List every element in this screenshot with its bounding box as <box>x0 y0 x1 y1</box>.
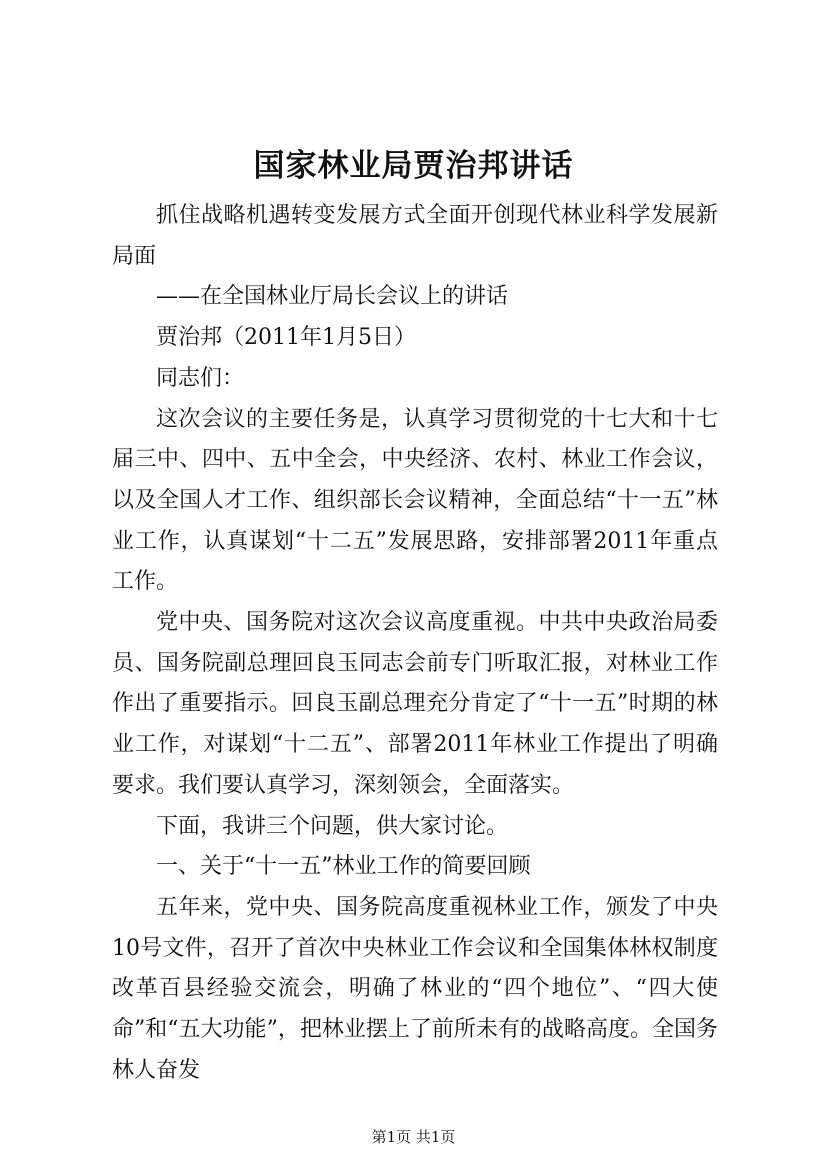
salutation: 同志们： <box>156 365 245 391</box>
speech-occasion: ——在全国林业厅局长会议上的讲话 <box>156 284 509 310</box>
body-paragraph: 这次会议的主要任务是，认真学习贯彻党的十七大和十七届三中、四中、五中全会，中央经济、农村、林业工作会议，以及全国人才工作、组织部长会议精神，全面总结“十一五”林业工作，认真谋划“十二五”发展思路，安排部署2011年重点工作。 <box>112 406 718 595</box>
speaker-date: 贾治邦（2011年1月5日） <box>156 325 416 351</box>
body-paragraph: 五年来，党中央、国务院高度重视林业工作，颁发了中央10号文件，召开了首次中央林业工作会议和全国集体林权制度改革百县经验交流会，明确了林业的“四个地位”、“四大使命”和“五大功能”，把林业摆上了前所未有的战略高度。全国务林人奋发 <box>112 894 718 1083</box>
body-paragraph: 下面，我讲三个问题，供大家讨论。 <box>156 813 509 839</box>
page-footer: 第1页 共1页 <box>371 1128 456 1146</box>
section-heading: 一、关于“十一五”林业工作的简要回顾 <box>156 854 531 880</box>
document-body <box>112 196 718 1091</box>
body-paragraph: 党中央、国务院对这次会议高度重视。中共中央政治局委员、国务院副总理回良玉同志会前专门听取汇报，对林业工作作出了重要指示。回良玉副总理充分肯定了“十一五”时期的林业工作，对谋划“十二五”、部署2011年林业工作提出了明确要求。我们要认真学习，深刻领会，全面落实。 <box>112 610 718 798</box>
document-title: 国家林业局贾治邦讲话 <box>253 148 574 184</box>
subtitle-paragraph: 抓住战略机遇转变发展方式全面开创现代林业科学发展新局面 <box>112 203 718 269</box>
